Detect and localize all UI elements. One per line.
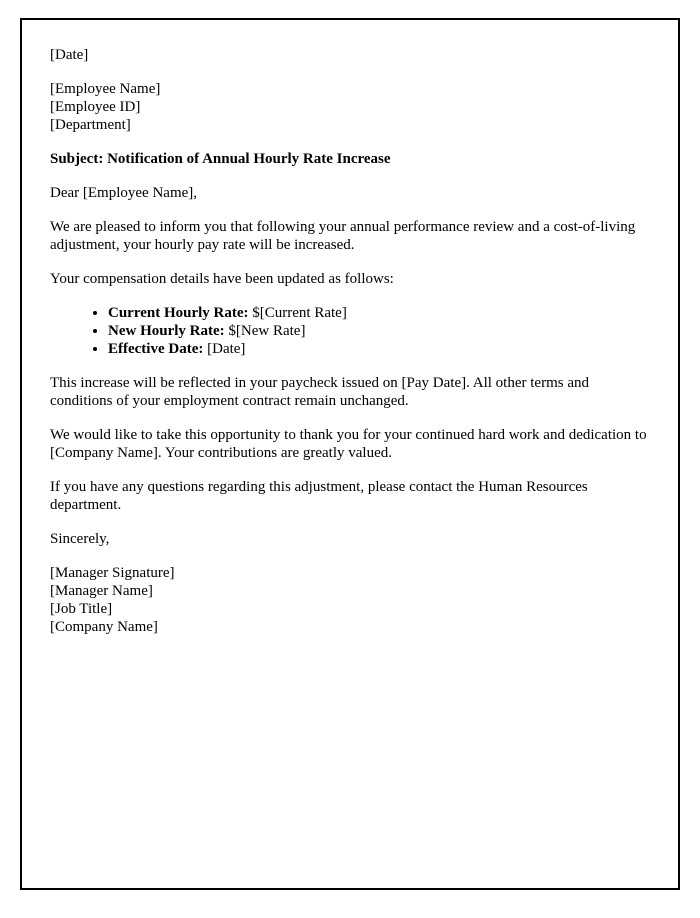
paragraph-intro: We are pleased to inform you that following your annual performance review and a cost-of-living adjustment, your hourly pay rate will be increased.	[50, 219, 636, 253]
paragraph-paycheck: This increase will be reflected in your paycheck issued on [Pay Date]. All other terms and conditions of your employment contract remain unchanged.	[50, 375, 589, 409]
letter-page	[20, 18, 680, 890]
recipient-department: [Department]	[50, 117, 131, 133]
new-rate-label: New Hourly Rate:	[108, 323, 225, 339]
list-item-current-rate	[108, 304, 650, 322]
recipient-employee-id: [Employee ID]	[50, 99, 141, 115]
current-rate-value: $[Current Rate]	[248, 305, 347, 321]
company-name: [Company Name]	[50, 619, 158, 635]
recipient-block	[50, 80, 650, 134]
manager-job-title: [Job Title]	[50, 601, 113, 617]
paragraph-thanks: We would like to take this opportunity to thank you for your continued hard work and dedication to [Company Name]. Your contributions are greatly valued.	[50, 427, 647, 461]
effective-date-label: Effective Date:	[108, 341, 204, 357]
manager-signature: [Manager Signature]	[50, 565, 175, 581]
new-rate-value: $[New Rate]	[224, 323, 306, 339]
list-item-new-rate	[108, 322, 650, 340]
salutation: Dear [Employee Name],	[50, 185, 198, 201]
paragraph-details-lead: Your compensation details have been updated as follows:	[50, 271, 394, 287]
signature-block	[50, 564, 650, 636]
subject-line: Subject: Notification of Annual Hourly Rate Increase	[50, 151, 391, 167]
letter-date: [Date]	[50, 47, 89, 63]
current-rate-label: Current Hourly Rate:	[108, 305, 249, 321]
recipient-name: [Employee Name]	[50, 81, 161, 97]
paragraph-questions: If you have any questions regarding this adjustment, please contact the Human Resources department.	[50, 479, 588, 513]
manager-name: [Manager Name]	[50, 583, 153, 599]
effective-date-value: [Date]	[203, 341, 246, 357]
compensation-details-list	[50, 304, 650, 358]
closing: Sincerely,	[50, 531, 110, 547]
list-item-effective-date	[108, 340, 650, 358]
